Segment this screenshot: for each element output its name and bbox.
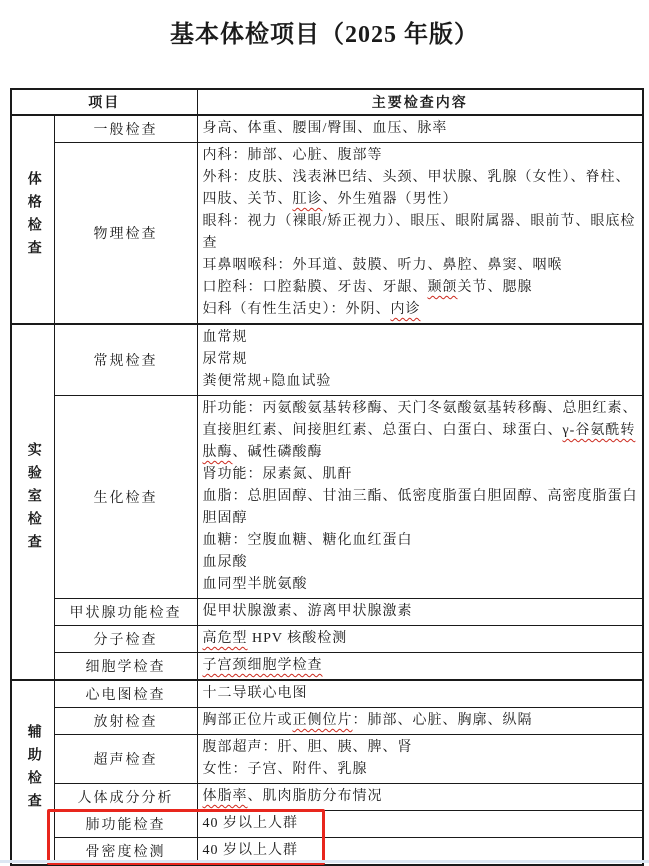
item-name-cell: 肺功能检查: [54, 811, 197, 838]
item-content-cell: [197, 396, 643, 599]
item-name-cell: 心电图检查: [54, 680, 197, 708]
content-text: 口腔科：口腔黏膜、牙齿、牙龈、: [202, 280, 428, 295]
content-text: 、碱性磷酸酶: [232, 445, 323, 460]
table-row: [11, 626, 643, 653]
spellcheck-underlined-text: 子宫颈细胞学检查: [202, 658, 323, 673]
content-text: 肾功能：尿素氮、肌酐: [202, 467, 353, 482]
spellcheck-underlined-text: 高危型: [202, 631, 248, 646]
content-text: 女性：子宫、附件、乳腺: [202, 762, 368, 777]
content-text: 身高、体重、腰围/臀围、血压、脉率: [202, 121, 448, 136]
item-content-cell: [197, 680, 643, 708]
content-text: 、外生殖器（男性）: [322, 192, 458, 207]
item-content-cell: [197, 115, 643, 143]
item-name-cell: 物理检查: [54, 143, 197, 325]
content-line: [203, 737, 640, 759]
table-row: [11, 811, 643, 838]
content-line: [203, 628, 640, 650]
content-text: 促甲状腺激素、游离甲状腺激素: [202, 604, 413, 619]
content-line: [203, 574, 640, 596]
spellcheck-underlined-text: γ-谷氨酰转肽酶: [202, 423, 636, 460]
table-row: [11, 784, 643, 811]
content-line: [203, 486, 640, 530]
content-line: [203, 683, 640, 705]
spellcheck-underlined-text: 内诊: [390, 302, 421, 317]
item-name-cell: 甲状腺功能检查: [54, 599, 197, 626]
content-line: [203, 327, 640, 349]
table-row: [11, 708, 643, 735]
content-line: [203, 464, 640, 486]
content-text: 、肌肉脂肪分布情况: [247, 789, 383, 804]
content-line: [203, 145, 640, 167]
item-content-cell: [197, 599, 643, 626]
content-line: [203, 601, 640, 623]
item-content-cell: [197, 735, 643, 784]
content-text: 关节、腮腺: [457, 280, 533, 295]
item-content-cell: [197, 626, 643, 653]
content-text: 40 岁以上人群: [202, 843, 298, 858]
spellcheck-underlined-text: 颞颌: [427, 280, 458, 295]
header-items-column: 项目: [11, 89, 197, 115]
table-row: [11, 653, 643, 681]
content-text: 血同型半胱氨酸: [202, 577, 308, 592]
item-name-cell: 一般检查: [54, 115, 197, 143]
content-text: 血糖：空腹血糖、糖化血红蛋白: [202, 533, 413, 548]
content-line: [203, 299, 640, 321]
content-line: [203, 655, 640, 677]
group-label-cell: [11, 324, 54, 680]
item-name-cell: 分子检查: [54, 626, 197, 653]
exam-table: [10, 88, 644, 866]
item-content-cell: [197, 811, 643, 838]
group-label-cell: [11, 680, 54, 865]
content-text: 妇科（有性生活史）：外阴、: [202, 302, 391, 317]
document-page: [0, 10, 649, 863]
content-line: [203, 786, 640, 808]
item-name-cell: 常规检查: [54, 324, 197, 396]
group-label-cell: [11, 115, 54, 324]
item-content-cell: [197, 653, 643, 681]
content-text: HPV 核酸检测: [247, 631, 348, 646]
content-line: [203, 759, 640, 781]
content-text: 血尿酸: [202, 555, 248, 570]
content-text: 粪便常规+隐血试验: [202, 374, 332, 389]
content-text: 内科：肺部、心脏、腹部等: [202, 148, 383, 163]
content-text: 肝功能：丙氨酸氨基转移酶、天门冬氨酸氨基转移酶、总胆红素、直接胆红素、间接胆红素、总蛋白、白蛋白、球蛋白、: [202, 401, 638, 438]
content-text: 40 岁以上人群: [202, 816, 298, 831]
table-row: [11, 680, 643, 708]
content-text: 耳鼻咽喉科：外耳道、鼓膜、听力、鼻腔、鼻窦、咽喉: [202, 258, 563, 273]
group-label: 体格检查: [25, 171, 41, 263]
header-row: [11, 89, 643, 115]
content-line: [203, 371, 640, 393]
exam-table-wrap: [10, 88, 642, 866]
table-row: [11, 599, 643, 626]
page-title: 基本体检项目（2025 年版）: [170, 22, 479, 48]
content-line: [203, 349, 640, 371]
content-text: 尿常规: [202, 352, 248, 367]
content-line: [203, 211, 640, 255]
table-row: [11, 115, 643, 143]
content-line: [203, 118, 640, 140]
item-name-cell: 骨密度检测: [54, 838, 197, 866]
content-text: 胸部正位片或: [202, 713, 293, 728]
content-text: ：肺部、心脏、胸廓、纵隔: [352, 713, 533, 728]
content-line: [203, 530, 640, 552]
spellcheck-underlined-text: 体脂率: [202, 789, 248, 804]
table-row: [11, 735, 643, 784]
spellcheck-underlined-text: 正侧位片: [292, 713, 353, 728]
spellcheck-underlined-text: 肛诊: [292, 192, 323, 207]
item-content-cell: [197, 784, 643, 811]
content-line: [203, 552, 640, 574]
item-content-cell: [197, 708, 643, 735]
item-name-cell: 人体成分分析: [54, 784, 197, 811]
group-label: 实验室检查: [25, 442, 41, 557]
item-name-cell: 超声检查: [54, 735, 197, 784]
content-line: [203, 255, 640, 277]
table-row: [11, 396, 643, 599]
item-name-cell: 生化检查: [54, 396, 197, 599]
bottom-edge-strip: [0, 860, 649, 863]
content-line: [203, 840, 640, 862]
content-line: [203, 710, 640, 732]
content-text: 腹部超声：肝、胆、胰、脾、肾: [202, 740, 413, 755]
content-line: [203, 277, 640, 299]
content-text: 眼科：视力（裸眼/矫正视力）、眼压、眼附属器、眼前节、眼底检查: [202, 214, 636, 251]
group-label: 辅助检查: [25, 724, 41, 816]
header-content-column: 主要检查内容: [197, 89, 643, 115]
item-content-cell: [197, 143, 643, 325]
table-row: [11, 324, 643, 396]
item-name-cell: 细胞学检查: [54, 653, 197, 681]
table-row: [11, 143, 643, 325]
content-line: [203, 813, 640, 835]
item-name-cell: 放射检查: [54, 708, 197, 735]
content-text: 血脂：总胆固醇、甘油三酯、低密度脂蛋白胆固醇、高密度脂蛋白胆固醇: [202, 489, 638, 526]
item-content-cell: [197, 324, 643, 396]
content-text: 血常规: [202, 330, 248, 345]
content-text: 外科：皮肤、浅表淋巴结、头颈、甲状腺、乳腺（女性）、脊柱、四肢、关节、: [202, 170, 631, 207]
content-text: 十二导联心电图: [202, 686, 308, 701]
content-line: [203, 398, 640, 464]
content-line: [203, 167, 640, 211]
